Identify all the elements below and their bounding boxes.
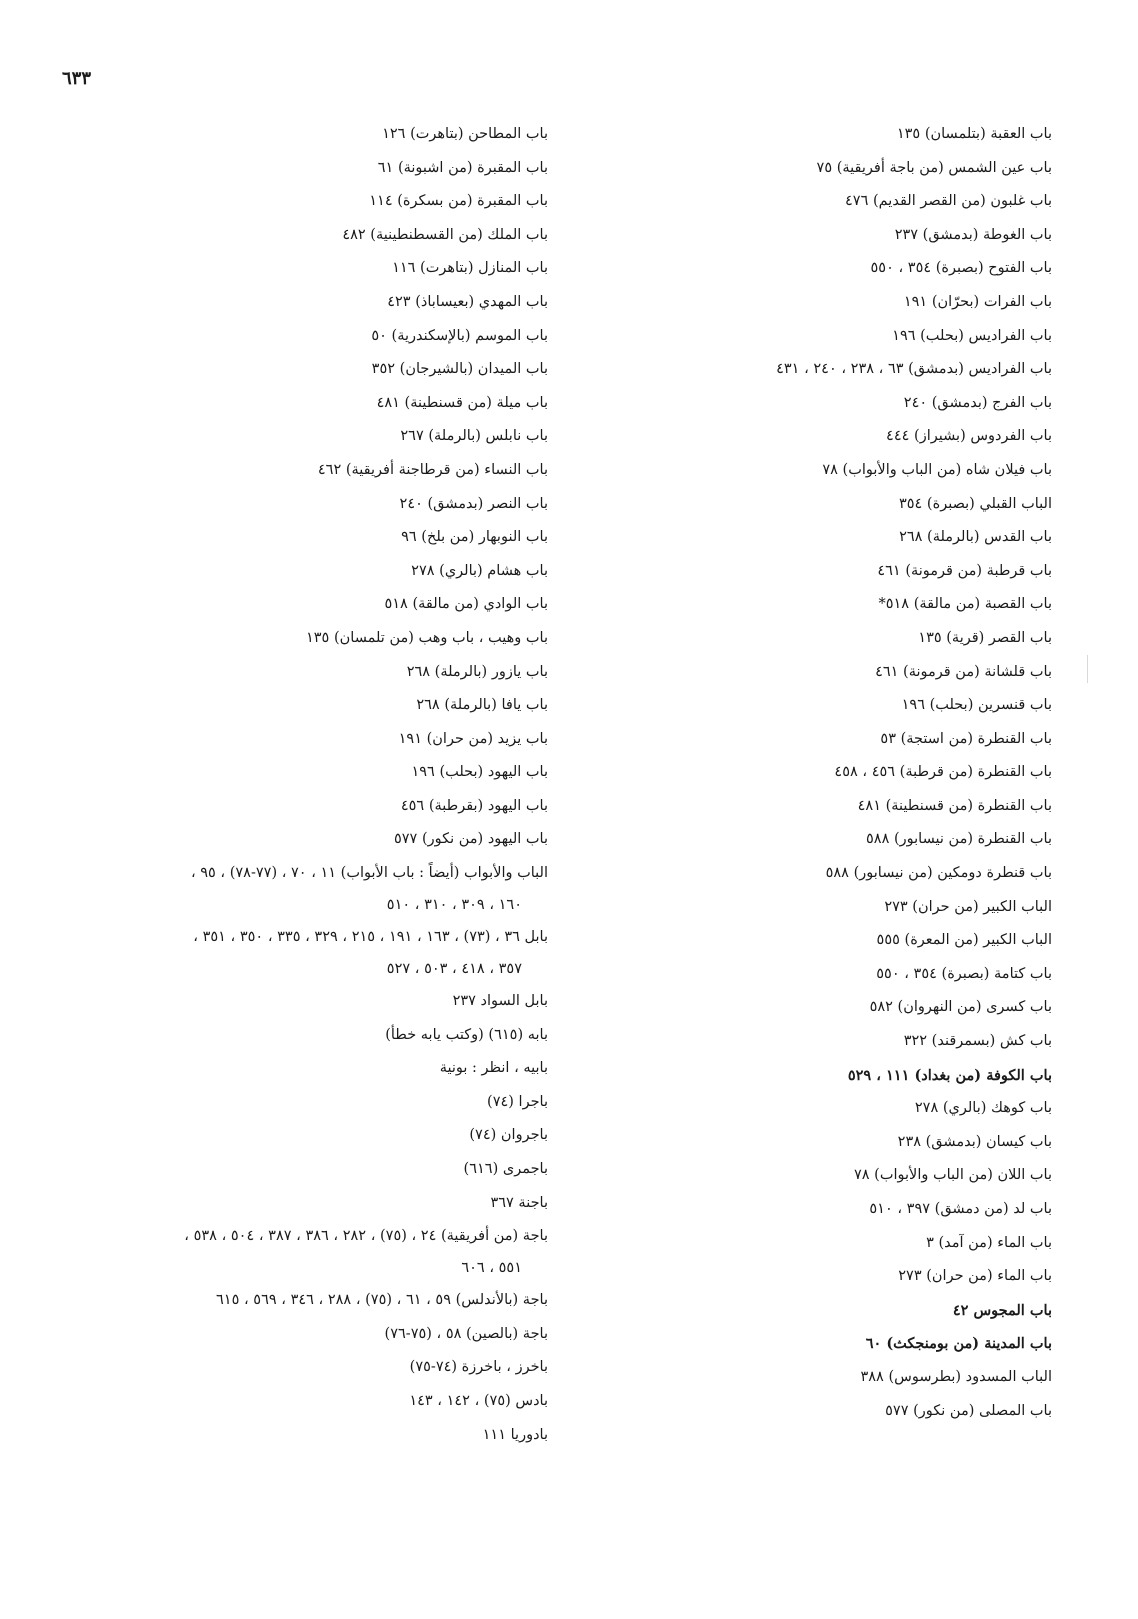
index-entry bbox=[602, 1092, 1052, 1126]
index-entry bbox=[60, 420, 548, 454]
index-entry-text: باب يزيد (من حران) ١٩١ bbox=[398, 730, 548, 747]
index-entry bbox=[60, 723, 548, 757]
index-entry-text: باب كسرى (من النهروان) ٥٨٢ bbox=[869, 999, 1052, 1016]
index-entry-text: الباب القبلي (بصبرة) ٣٥٤ bbox=[898, 495, 1052, 512]
index-entry-text: باب الموسم (بالإسكندرية) ٥٠ bbox=[371, 327, 548, 344]
index-entry-text: باب كش (بسمرقند) ٣٢٢ bbox=[903, 1033, 1052, 1050]
index-entry bbox=[60, 756, 548, 790]
index-entry bbox=[602, 1395, 1052, 1429]
index-entry-text: باب وهيب ، باب وهب (من تلمسان) ١٣٥ bbox=[305, 629, 548, 646]
index-entry bbox=[60, 219, 548, 253]
index-entry-text: باب النساء (من قرطاجنة أفريقية) ٤٦٢ bbox=[317, 461, 548, 478]
index-entry-text: بابل السواد ٢٣٧ bbox=[452, 993, 548, 1010]
index-entry-text: باب الملك (من القسطنطينية) ٤٨٢ bbox=[342, 226, 548, 243]
index-entry-text: باب القصر (قرية) ١٣٥ bbox=[918, 629, 1052, 646]
index-entry-text: بابل ٣٦ ، (٧٣) ، ١٦٣ ، ١٩١ ، ٢١٥ ، ٣٢٩ ، ٣٣٥ ، ٣٥٠ ، ٣٥١ ، bbox=[193, 929, 548, 946]
index-entry-text: باب يازور (بالرملة) ٢٦٨ bbox=[406, 663, 548, 680]
index-entry-text: باب كتامة (بصبرة) ٣٥٤ ، ٥٥٠ bbox=[876, 965, 1052, 982]
index-entry bbox=[602, 656, 1052, 690]
index-entry bbox=[60, 1119, 548, 1153]
index-entry-text: باب غلبون (من القصر القديم) ٤٧٦ bbox=[845, 193, 1052, 210]
index-entry bbox=[60, 1052, 548, 1086]
index-column-left bbox=[60, 118, 548, 1452]
index-entry-text: باب القنطرة (من قرطبة) ٤٥٦ ، ٤٥٨ bbox=[834, 764, 1052, 781]
index-entry bbox=[60, 656, 548, 690]
index-entry-text: باب هشام (بالري) ٢٧٨ bbox=[411, 562, 548, 579]
index-entry-text: باجرا (٧٤) bbox=[487, 1093, 548, 1110]
index-entry bbox=[602, 521, 1052, 555]
index-entry bbox=[60, 1318, 548, 1352]
index-entry-text: الباب الكبير (من المعرة) ٥٥٥ bbox=[876, 932, 1052, 949]
index-entry bbox=[60, 521, 548, 555]
index-entry-text: باب المقبرة (من اشبونة) ٦١ bbox=[377, 159, 548, 176]
index-entry bbox=[602, 689, 1052, 723]
index-entry-text: باب قرطبة (من قرمونة) ٤٦١ bbox=[877, 562, 1052, 579]
index-entry-text: باجة (من أفريقية) ٢٤ ، (٧٥) ، ٢٨٢ ، ٣٨٦ ، ٣٨٧ ، ٥٠٤ ، ٥٣٨ ، bbox=[184, 1228, 548, 1245]
index-entry bbox=[602, 991, 1052, 1025]
index-entry-text: باب القنطرة (من نيسابور) ٥٨٨ bbox=[866, 831, 1052, 848]
index-entry-text: باب نابلس (بالرملة) ٢٦٧ bbox=[400, 428, 548, 445]
index-entry-text: باب الفردوس (بشيراز) ٤٤٤ bbox=[886, 428, 1052, 445]
index-entry bbox=[602, 891, 1052, 925]
index-entry-text: باب القصبة (من مالقة) ٥١٨* bbox=[878, 596, 1052, 613]
index-entry-text: باب الفتوح (بصبرة) ٣٥٤ ، ٥٥٠ bbox=[870, 260, 1052, 277]
index-entry bbox=[60, 1284, 548, 1318]
index-entry bbox=[602, 1193, 1052, 1227]
index-entry-text: باب الغوطة (بدمشق) ٢٣٧ bbox=[894, 226, 1052, 243]
scan-margin-line bbox=[1087, 655, 1088, 683]
index-entry bbox=[602, 756, 1052, 790]
index-entry-text: باب القدس (بالرملة) ٢٦٨ bbox=[899, 529, 1052, 546]
index-entry bbox=[602, 152, 1052, 186]
index-entry bbox=[60, 1086, 548, 1120]
index-entry-text: باب فيلان شاه (من الباب والأبواب) ٧٨ bbox=[822, 461, 1052, 478]
index-entry bbox=[602, 320, 1052, 354]
index-entry-text: باب الميدان (بالشيرجان) ٣٥٢ bbox=[371, 361, 548, 378]
index-entry-text: الباب والأبواب (أيضاً : باب الأبواب) ١١ ، ٧٠ ، (٧٧-٧٨) ، ٩٥ ، bbox=[190, 865, 548, 882]
index-entry bbox=[602, 723, 1052, 757]
index-entry bbox=[60, 454, 548, 488]
index-entry bbox=[60, 1019, 548, 1053]
index-entry-continuation: ١٦٠ ، ٣٠٩ ، ٣١٠ ، ٥١٠ bbox=[386, 897, 522, 914]
index-entry bbox=[602, 353, 1052, 387]
index-entry bbox=[602, 387, 1052, 421]
index-entry bbox=[60, 857, 548, 921]
index-entry-text: باب الفراديس (بدمشق) ٦٣ ، ٢٣٨ ، ٢٤٠ ، ٤٣١ bbox=[776, 361, 1052, 378]
index-entry-text: باب النصر (بدمشق) ٢٤٠ bbox=[399, 495, 548, 512]
index-entry bbox=[602, 252, 1052, 286]
index-entry-text: باب اليهود (من نكور) ٥٧٧ bbox=[393, 831, 548, 848]
index-entry-text: بابيه ، انظر : بونية bbox=[439, 1060, 548, 1077]
index-entry bbox=[60, 286, 548, 320]
index-entry-text: باب الماء (من آمد) ٣ bbox=[926, 1234, 1052, 1251]
index-entry bbox=[602, 958, 1052, 992]
index-entry bbox=[602, 1126, 1052, 1160]
index-entry-text: باب القنطرة (من قسنطينة) ٤٨١ bbox=[857, 797, 1052, 814]
index-entry bbox=[602, 622, 1052, 656]
index-entry bbox=[602, 286, 1052, 320]
index-entry-continuation: ٣٥٧ ، ٤١٨ ، ٥٠٣ ، ٥٢٧ bbox=[386, 961, 522, 978]
index-entry-text: باب المصلى (من نكور) ٥٧٧ bbox=[885, 1402, 1052, 1419]
index-entry bbox=[60, 689, 548, 723]
index-entry bbox=[60, 555, 548, 589]
index-entry bbox=[60, 622, 548, 656]
index-entry-text: بادس (٧٥) ، ١٤٢ ، ١٤٣ bbox=[409, 1393, 548, 1409]
index-entry bbox=[60, 921, 548, 985]
index-entry bbox=[602, 857, 1052, 891]
index-entry-text: باب الفراديس (بحلب) ١٩٦ bbox=[892, 327, 1052, 344]
index-entry-text: باب اليهود (بقرطبة) ٤٥٦ bbox=[400, 797, 548, 814]
index-entry-text: باب المنازل (بتاهرت) ١١٦ bbox=[392, 260, 548, 277]
index-entry bbox=[60, 790, 548, 824]
index-entry-text: باجة (بالأندلس) ٥٩ ، ٦١ ، (٧٥) ، ٢٨٨ ، ٣٤٦ ، ٥٦٩ ، ٦١٥ bbox=[216, 1292, 548, 1309]
index-entry-text: الباب الكبير (من حران) ٢٧٣ bbox=[884, 898, 1052, 915]
index-entry-text: باب اليهود (بحلب) ١٩٦ bbox=[411, 764, 548, 781]
index-entry bbox=[602, 454, 1052, 488]
index-entry bbox=[60, 152, 548, 186]
index-entry-text: باب يافا (بالرملة) ٢٦٨ bbox=[416, 697, 548, 714]
index-entry-text: باجمرى (٦١٦) bbox=[463, 1161, 548, 1178]
index-entry bbox=[602, 1294, 1052, 1328]
index-entry-text: باب الفرات (بحرّان) ١٩١ bbox=[903, 293, 1052, 310]
index-entry bbox=[602, 1327, 1052, 1361]
index-entry bbox=[60, 185, 548, 219]
index-entry bbox=[602, 823, 1052, 857]
index-entry-text: باب قلشانة (من قرمونة) ٤٦١ bbox=[875, 663, 1052, 680]
index-entry bbox=[60, 1419, 548, 1453]
index-entry bbox=[602, 1260, 1052, 1294]
index-entry bbox=[602, 924, 1052, 958]
index-entry bbox=[60, 387, 548, 421]
index-entry bbox=[602, 1025, 1052, 1059]
index-entry-text: باجروان (٧٤) bbox=[469, 1127, 548, 1144]
index-entry-text: باب المدينة (من بومنجكث) ٦٠ bbox=[865, 1335, 1052, 1353]
index-entry bbox=[60, 118, 548, 152]
index-entry-text: باب القنطرة (من استجة) ٥٣ bbox=[880, 730, 1052, 747]
index-entry-text: باب الوادي (من مالقة) ٥١٨ bbox=[384, 596, 548, 613]
index-entry bbox=[60, 1220, 548, 1284]
index-entry-text: باب عين الشمس (من باجة أفريقية) ٧٥ bbox=[816, 159, 1052, 176]
index-entry-text: باب كوهك (بالري) ٢٧٨ bbox=[914, 1100, 1052, 1117]
index-entry bbox=[60, 985, 548, 1019]
index-entry-text: باخرز ، باخرزة (٧٤-٧٥) bbox=[409, 1359, 548, 1376]
index-entry-text: باب الكوفة (من بغداد) ١١١ ، ٥٢٩ bbox=[847, 1066, 1052, 1084]
index-entry-text: باب لد (من دمشق) ٣٩٧ ، ٥١٠ bbox=[869, 1201, 1052, 1217]
index-entry bbox=[60, 320, 548, 354]
index-entry bbox=[602, 1361, 1052, 1395]
index-entry bbox=[602, 420, 1052, 454]
index-entry bbox=[60, 1385, 548, 1419]
index-entry bbox=[602, 488, 1052, 522]
index-entry bbox=[60, 488, 548, 522]
index-entry-text: بادوريا ١١١ bbox=[482, 1426, 548, 1443]
index-entry-text: باجنة ٣٦٧ bbox=[490, 1194, 548, 1211]
page-number: ٦٣٣ bbox=[62, 68, 92, 89]
index-entry bbox=[602, 1227, 1052, 1261]
index-entry-text: باب كيسان (بدمشق) ٢٣٨ bbox=[897, 1133, 1052, 1150]
index-entry-text: باب المقبرة (من بسكرة) ١١٤ bbox=[369, 193, 548, 210]
index-entry bbox=[60, 823, 548, 857]
index-entry-text: باب العقبة (بتلمسان) ١٣٥ bbox=[896, 126, 1052, 142]
index-entry-text: الباب المسدود (بطرسوس) ٣٨٨ bbox=[860, 1368, 1052, 1385]
index-entry bbox=[60, 588, 548, 622]
index-entry-text: بابه (٦١٥) (وكتب يابه خطأ) bbox=[385, 1026, 548, 1043]
index-entry-text: باب المجوس ٤٢ bbox=[952, 1301, 1052, 1319]
index-entry-continuation: ٥٥١ ، ٦٠٦ bbox=[461, 1260, 522, 1277]
index-entry bbox=[602, 1159, 1052, 1193]
index-entry bbox=[60, 1153, 548, 1187]
index-entry bbox=[602, 185, 1052, 219]
index-entry bbox=[60, 1187, 548, 1221]
index-entry-text: باب قنسرين (بحلب) ١٩٦ bbox=[901, 697, 1052, 714]
index-entry-text: باب الماء (من حران) ٢٧٣ bbox=[898, 1268, 1052, 1285]
index-column-right bbox=[602, 118, 1052, 1428]
index-entry-text: باب اللان (من الباب والأبواب) ٧٨ bbox=[854, 1167, 1052, 1184]
index-entry bbox=[602, 1059, 1052, 1093]
index-entry bbox=[602, 118, 1052, 152]
index-entry bbox=[602, 555, 1052, 589]
index-entry bbox=[602, 588, 1052, 622]
index-entry-text: باب المطاحن (بتاهرت) ١٢٦ bbox=[382, 126, 548, 142]
index-entry bbox=[60, 1351, 548, 1385]
index-entry bbox=[602, 219, 1052, 253]
index-entry-text: باب المهدي (بعيساباذ) ٤٢٣ bbox=[387, 293, 548, 310]
index-entry bbox=[60, 353, 548, 387]
index-entry-text: باب قنطرة دومكين (من نيسابور) ٥٨٨ bbox=[825, 865, 1052, 882]
index-entry-text: باب ميلة (من قسنطينة) ٤٨١ bbox=[376, 394, 548, 411]
index-entry-text: باب الفرج (بدمشق) ٢٤٠ bbox=[903, 394, 1052, 411]
index-entry-text: باجة (بالصين) ٥٨ ، (٧٥-٧٦) bbox=[384, 1325, 548, 1342]
index-entry-text: باب النوبهار (من بلخ) ٩٦ bbox=[401, 529, 548, 546]
index-entry bbox=[602, 790, 1052, 824]
index-entry bbox=[60, 252, 548, 286]
